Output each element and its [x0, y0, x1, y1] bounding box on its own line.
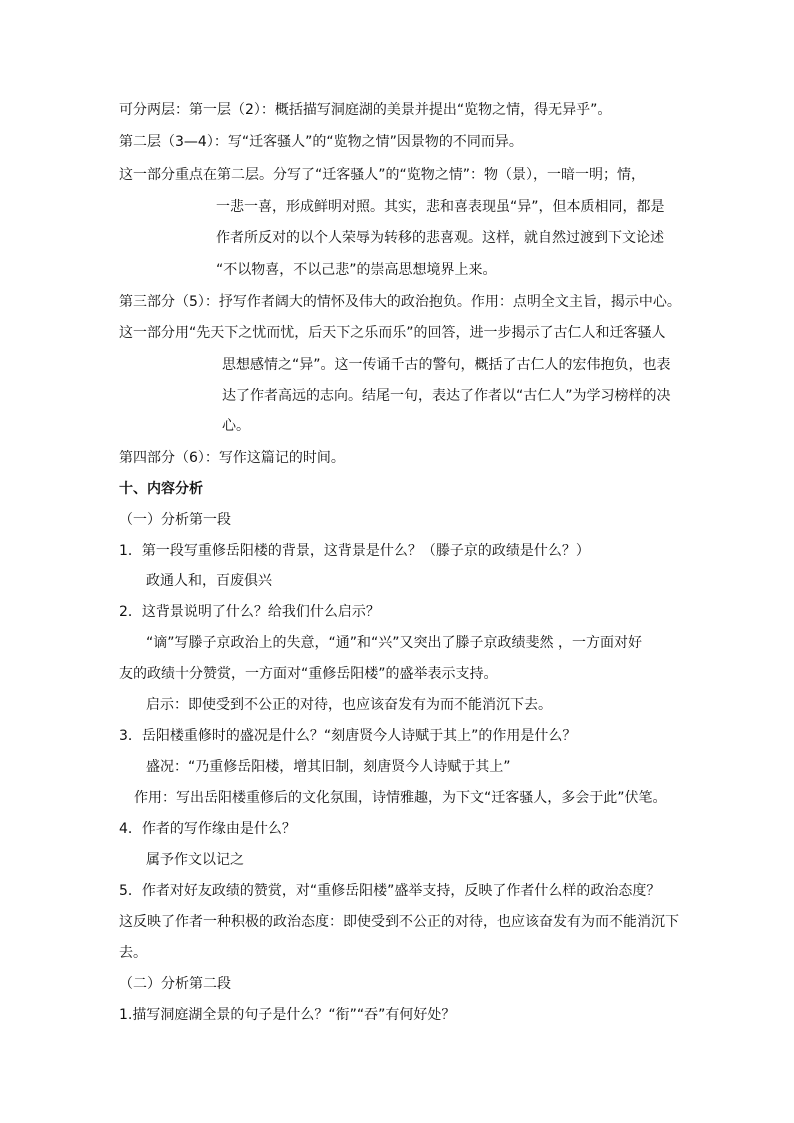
text-line: 这一部分用“先天下之忧而忧，后天下之乐而乐”的回答，进一步揭示了古仁人和迁客骚人 [119, 325, 666, 341]
answer-line: 去。 [119, 945, 147, 961]
text-line: 作者所反对的以个人荣辱为转移的悲喜观。这样，就自然过渡到下文论述 [216, 230, 664, 246]
text-line: 第三部分（5）：抒写作者阔大的情怀及伟大的政治抱负。作用：点明全文主旨，揭示中心。 [119, 294, 681, 310]
subsection-heading: （一）分析第一段 [119, 512, 231, 528]
answer-line: “谪”写滕子京政治上的失意，“通”和“兴”又突出了滕子京政绩斐然 ，一方面对好 [146, 635, 642, 651]
answer-line: 作用：写出岳阳楼重修后的文化氛围，诗情雅趣，为下文“迁客骚人，多会于此”伏笔。 [134, 790, 667, 806]
question-line: 3．岳阳楼重修时的盛况是什么？“刻唐贤今人诗赋于其上”的作用是什么？ [119, 728, 577, 744]
answer-line: 属予作文以记之 [146, 852, 244, 868]
answer-line: 这反映了作者一种积极的政治态度：即使受到不公正的对待，也应该奋发有为而不能消沉下 [119, 914, 679, 930]
subsection-heading: （二）分析第二段 [119, 976, 231, 992]
text-line: 可分两层：第一层（2）：概括描写洞庭湖的美景并提出“览物之情，得无异乎”。 [119, 102, 612, 118]
text-line: 思想感情之“异”。这一传诵千古的警句，概括了古仁人的宏伟抱负，也表 [222, 357, 671, 373]
question-line: 5．作者对好友政绩的赞赏，对“重修岳阳楼”盛举支持，反映了作者什么样的政治态度？ [119, 883, 661, 899]
text-line: 第二层（3—4）：写“迁客骚人”的“览物之情”因景物的不同而异。 [119, 134, 523, 150]
question-line: 4．作者的写作缘由是什么？ [119, 821, 296, 837]
text-line: 心。 [222, 418, 250, 434]
text-line: 达了作者高远的志向。结尾一句，表达了作者以“古仁人”为学习榜样的决 [222, 388, 671, 404]
question-line: 1.描写洞庭湖全景的句子是什么？“衔”“吞”有何好处？ [119, 1007, 456, 1023]
text-line: “不以物喜，不以己悲”的崇高思想境界上来。 [216, 262, 497, 278]
answer-line: 启示：即使受到不公正的对待，也应该奋发有为而不能消沉下去。 [146, 697, 552, 713]
section-heading: 十、内容分析 [119, 481, 203, 497]
question-line: 2．这背景说明了什么？给我们什么启示？ [119, 604, 380, 620]
answer-line: 友的政绩十分赞赏，一方面对“重修岳阳楼”的盛举表示支持。 [119, 666, 498, 682]
answer-line: 盛况：“乃重修岳阳楼，增其旧制，刻唐贤今人诗赋于其上” [146, 759, 511, 775]
text-line: 第四部分（6）：写作这篇记的时间。 [119, 450, 345, 466]
text-line: 这一部分重点在第二层。分写了“迁客骚人”的“览物之情”：物（景），一暗一明；情， [119, 167, 646, 183]
text-line: 一悲一喜，形成鲜明对照。其实，悲和喜表现虽“异”，但本质相同，都是 [216, 199, 665, 215]
answer-line: 政通人和，百废俱兴 [146, 573, 272, 589]
question-line: 1．第一段写重修岳阳楼的背景，这背景是什么？（滕子京的政绩是什么？） [119, 543, 590, 559]
